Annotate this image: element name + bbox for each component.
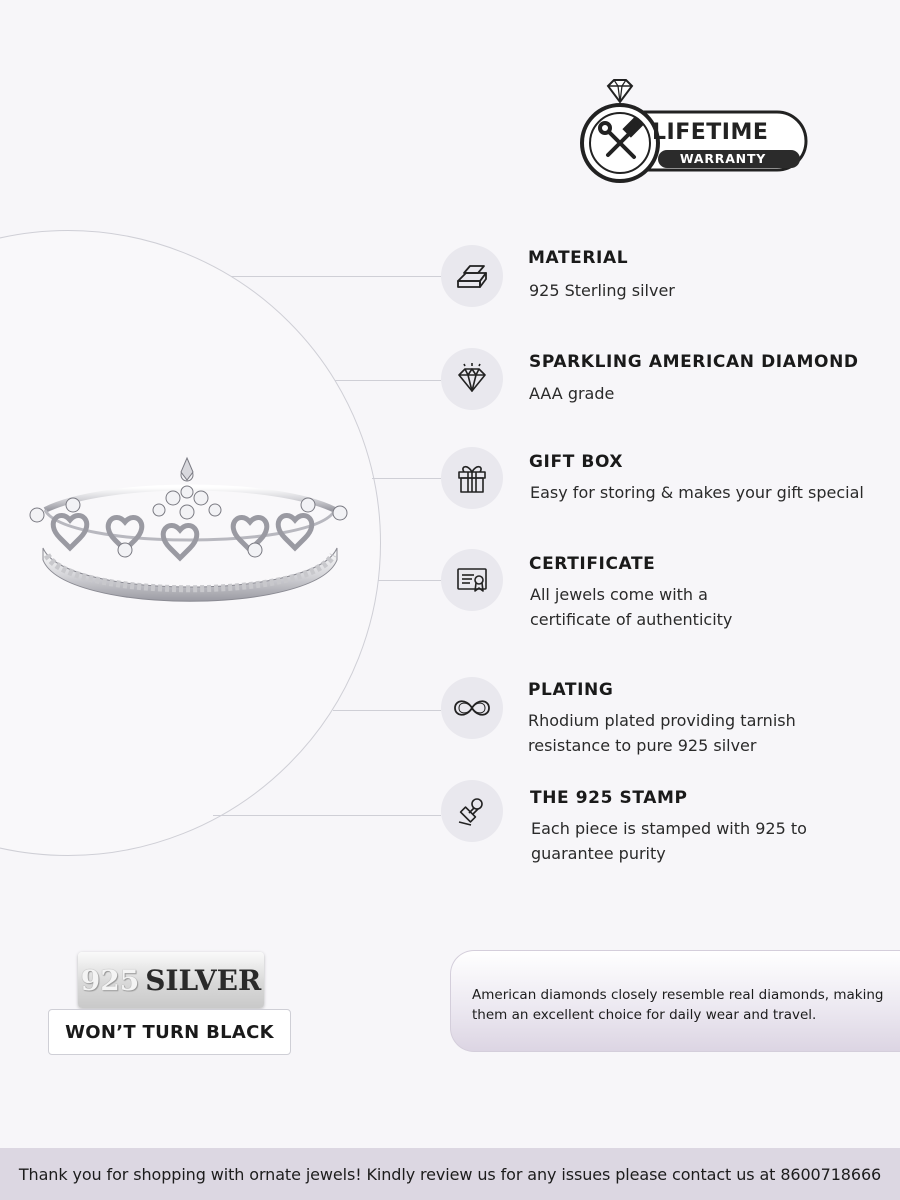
feature-title-stamp: THE 925 STAMP [530, 788, 688, 808]
silver-925-badge [78, 952, 264, 1008]
feature-title-certificate: CERTIFICATE [529, 554, 656, 574]
feature-desc-certificate: All jewels come with a certificate of authenticity [530, 585, 733, 629]
silver-bar-icon [454, 261, 490, 291]
diamond-icon [455, 362, 489, 396]
feature-icon-diamond [441, 348, 503, 410]
connector-line [378, 580, 441, 581]
feature-icon-material [441, 245, 503, 307]
infinity-icon [452, 696, 492, 720]
warranty-title: LIFETIME [652, 120, 769, 145]
silver-badge-number: 925 [80, 963, 140, 997]
feature-icon-gift-box [441, 447, 503, 509]
feature-desc-diamond: AAA grade [529, 384, 615, 403]
connector-line [333, 710, 441, 711]
warranty-diamond-icon [608, 80, 632, 102]
warranty-subtitle: WARRANTY [679, 151, 767, 166]
feature-icon-plating [441, 677, 503, 739]
wont-turn-black-label: WON’T TURN BLACK [48, 1009, 291, 1055]
feature-desc-material: 925 Sterling silver [529, 281, 675, 300]
feature-icon-certificate [441, 549, 503, 611]
connector-line [231, 276, 441, 277]
feature-title-material: MATERIAL [528, 248, 629, 268]
connector-line [213, 815, 441, 816]
american-diamond-note: American diamonds closely resemble real diamonds, making them an excellent choice for daily wear and travel. [450, 950, 900, 1052]
silver-badge-word: SILVER [145, 963, 262, 997]
connector-line [372, 478, 441, 479]
feature-title-gift-box: GIFT BOX [529, 452, 624, 472]
feature-desc-plating: Rhodium plated providing tarnish resistance to pure 925 silver [528, 711, 796, 755]
connector-line [335, 380, 441, 381]
feature-title-plating: PLATING [528, 680, 614, 700]
footer-message: Thank you for shopping with ornate jewels! Kindly review us for any issues please contact us at 8600718666 [0, 1148, 900, 1200]
feature-icon-stamp [441, 780, 503, 842]
lifetime-warranty-badge [578, 74, 810, 184]
feature-desc-gift-box: Easy for storing & makes your gift special [530, 483, 864, 502]
feature-desc-stamp: Each piece is stamped with 925 to guarantee purity [531, 819, 807, 863]
gift-box-icon [455, 461, 489, 495]
feature-title-diamond: SPARKLING AMERICAN DIAMOND [529, 352, 859, 372]
crown-ring-image [25, 450, 355, 630]
stamp-icon [455, 794, 489, 828]
certificate-icon [455, 565, 489, 595]
